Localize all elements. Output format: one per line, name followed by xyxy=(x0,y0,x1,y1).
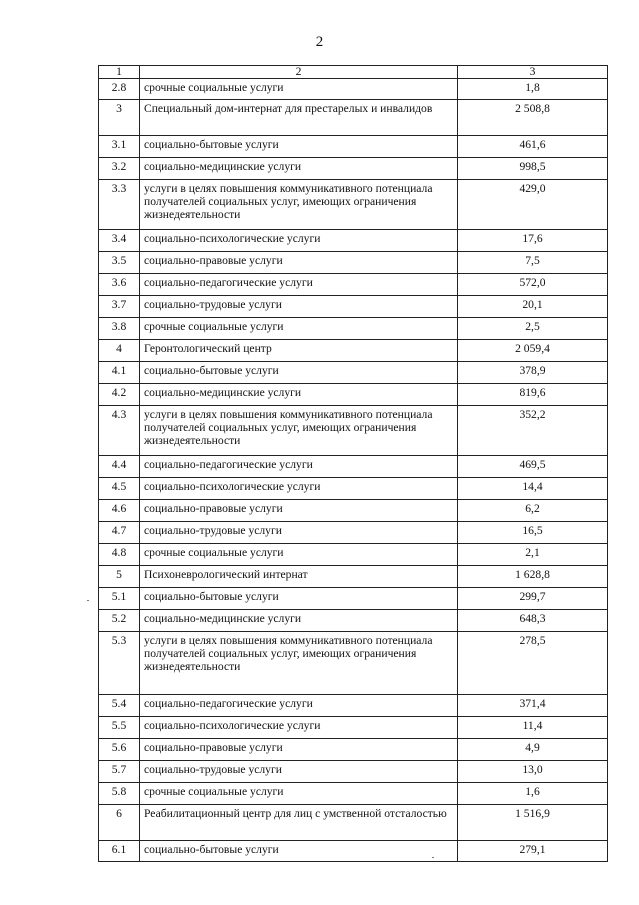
row-value: 572,0 xyxy=(458,274,608,296)
table-row xyxy=(99,274,608,296)
scan-speck xyxy=(87,600,89,601)
row-number: 4.3 xyxy=(99,406,140,456)
column-number-1: 1 xyxy=(99,66,140,79)
table-row xyxy=(99,362,608,384)
row-name: социально-психологические услуги xyxy=(140,478,458,500)
table-row xyxy=(99,230,608,252)
row-name: услуги в целях повышения коммуникативного потенциала получателей социальных услуг, имеющих ограничения жизнедеятельности xyxy=(140,406,458,456)
table-row xyxy=(99,340,608,362)
row-value: 352,2 xyxy=(458,406,608,456)
row-value: 1 628,8 xyxy=(458,566,608,588)
row-number: 4.8 xyxy=(99,544,140,566)
row-value: 461,6 xyxy=(458,136,608,158)
row-value: 20,1 xyxy=(458,296,608,318)
row-value: 819,6 xyxy=(458,384,608,406)
row-number: 2.8 xyxy=(99,79,140,100)
table-row xyxy=(99,500,608,522)
row-value: 2,5 xyxy=(458,318,608,340)
row-name: срочные социальные услуги xyxy=(140,783,458,805)
row-name: социально-медицинские услуги xyxy=(140,610,458,632)
row-value: 1 516,9 xyxy=(458,805,608,841)
services-cost-table xyxy=(98,65,608,862)
row-name: Психоневрологический интернат xyxy=(140,566,458,588)
row-name: социально-педагогические услуги xyxy=(140,456,458,478)
row-number: 3 xyxy=(99,100,140,136)
row-value: 429,0 xyxy=(458,180,608,230)
row-name: социально-бытовые услуги xyxy=(140,136,458,158)
row-number: 3.8 xyxy=(99,318,140,340)
row-value: 648,3 xyxy=(458,610,608,632)
table-row xyxy=(99,252,608,274)
table-row xyxy=(99,761,608,783)
column-number-3: 3 xyxy=(458,66,608,79)
row-name: социально-правовые услуги xyxy=(140,739,458,761)
row-name: Реабилитационный центр для лиц с умственной отсталостью xyxy=(140,805,458,841)
row-number: 3.6 xyxy=(99,274,140,296)
table-row xyxy=(99,544,608,566)
scan-speck xyxy=(432,857,434,858)
row-name: социально-трудовые услуги xyxy=(140,296,458,318)
row-number: 5.1 xyxy=(99,588,140,610)
row-name: срочные социальные услуги xyxy=(140,79,458,100)
row-number: 5.3 xyxy=(99,632,140,695)
row-number: 4.1 xyxy=(99,362,140,384)
table-row xyxy=(99,384,608,406)
row-name: социально-психологические услуги xyxy=(140,717,458,739)
row-value: 1,6 xyxy=(458,783,608,805)
table-row xyxy=(99,783,608,805)
row-name: социально-бытовые услуги xyxy=(140,588,458,610)
table-row xyxy=(99,180,608,230)
row-value: 6,2 xyxy=(458,500,608,522)
row-value: 2 508,8 xyxy=(458,100,608,136)
row-value: 279,1 xyxy=(458,841,608,862)
row-number: 5.8 xyxy=(99,783,140,805)
row-name: срочные социальные услуги xyxy=(140,318,458,340)
table-row xyxy=(99,841,608,862)
row-value: 16,5 xyxy=(458,522,608,544)
row-value: 14,4 xyxy=(458,478,608,500)
row-number: 6.1 xyxy=(99,841,140,862)
row-name: Геронтологический центр xyxy=(140,340,458,362)
row-number: 5.7 xyxy=(99,761,140,783)
row-number: 4.4 xyxy=(99,456,140,478)
column-number-2: 2 xyxy=(140,66,458,79)
row-name: услуги в целях повышения коммуникативного потенциала получателей социальных услуг, имеющих ограничения жизнедеятельности xyxy=(140,180,458,230)
row-name: Специальный дом-интернат для престарелых и инвалидов xyxy=(140,100,458,136)
row-value: 998,5 xyxy=(458,158,608,180)
table-row xyxy=(99,158,608,180)
row-value: 371,4 xyxy=(458,695,608,717)
row-number: 3.7 xyxy=(99,296,140,318)
row-number: 5.6 xyxy=(99,739,140,761)
row-name: социально-медицинские услуги xyxy=(140,158,458,180)
row-value: 1,8 xyxy=(458,79,608,100)
page-number: 2 xyxy=(315,34,324,50)
row-value: 378,9 xyxy=(458,362,608,384)
table-row xyxy=(99,296,608,318)
row-value: 469,5 xyxy=(458,456,608,478)
table-row xyxy=(99,100,608,136)
table-row xyxy=(99,739,608,761)
row-name: услуги в целях повышения коммуникативного потенциала получателей социальных услуг, имеющих ограничения жизнедеятельности xyxy=(140,632,458,695)
row-value: 2,1 xyxy=(458,544,608,566)
table-row xyxy=(99,318,608,340)
row-number: 5.2 xyxy=(99,610,140,632)
table-row xyxy=(99,805,608,841)
row-number: 4.6 xyxy=(99,500,140,522)
row-number: 4.7 xyxy=(99,522,140,544)
row-value: 11,4 xyxy=(458,717,608,739)
row-name: социально-трудовые услуги xyxy=(140,761,458,783)
row-value: 7,5 xyxy=(458,252,608,274)
row-number: 3.1 xyxy=(99,136,140,158)
row-number: 3.4 xyxy=(99,230,140,252)
table-row xyxy=(99,79,608,100)
row-number: 6 xyxy=(99,805,140,841)
column-number-row xyxy=(99,66,608,79)
row-name: социально-бытовые услуги xyxy=(140,841,458,862)
row-name: социально-психологические услуги xyxy=(140,230,458,252)
table-row xyxy=(99,610,608,632)
row-name: срочные социальные услуги xyxy=(140,544,458,566)
row-value: 2 059,4 xyxy=(458,340,608,362)
row-value: 4,9 xyxy=(458,739,608,761)
row-number: 3.2 xyxy=(99,158,140,180)
table-row xyxy=(99,695,608,717)
table-row xyxy=(99,566,608,588)
row-value: 299,7 xyxy=(458,588,608,610)
row-number: 4 xyxy=(99,340,140,362)
row-number: 5 xyxy=(99,566,140,588)
row-value: 17,6 xyxy=(458,230,608,252)
table-row xyxy=(99,522,608,544)
row-name: социально-бытовые услуги xyxy=(140,362,458,384)
row-number: 5.4 xyxy=(99,695,140,717)
row-number: 4.2 xyxy=(99,384,140,406)
row-name: социально-трудовые услуги xyxy=(140,522,458,544)
row-name: социально-педагогические услуги xyxy=(140,695,458,717)
table-row xyxy=(99,478,608,500)
table-row xyxy=(99,136,608,158)
table-row xyxy=(99,632,608,695)
row-number: 3.5 xyxy=(99,252,140,274)
row-number: 4.5 xyxy=(99,478,140,500)
row-value: 278,5 xyxy=(458,632,608,695)
table-row xyxy=(99,406,608,456)
row-name: социально-правовые услуги xyxy=(140,252,458,274)
row-name: социально-правовые услуги xyxy=(140,500,458,522)
table-row xyxy=(99,456,608,478)
table-row xyxy=(99,717,608,739)
table-row xyxy=(99,588,608,610)
row-number: 3.3 xyxy=(99,180,140,230)
row-value: 13,0 xyxy=(458,761,608,783)
row-name: социально-педагогические услуги xyxy=(140,274,458,296)
row-name: социально-медицинские услуги xyxy=(140,384,458,406)
row-number: 5.5 xyxy=(99,717,140,739)
